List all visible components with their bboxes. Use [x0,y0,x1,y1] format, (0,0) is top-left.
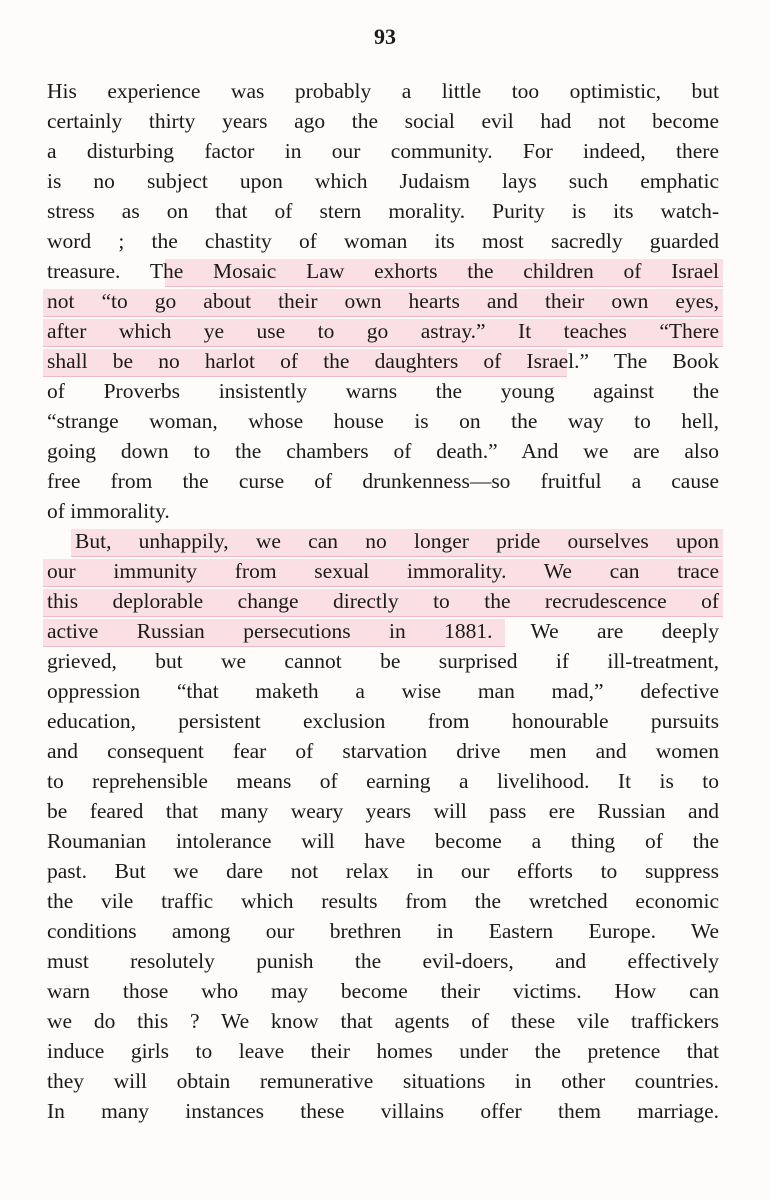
text-line: we do this ? We know that agents of these vile traffickers [47,1009,719,1033]
text-line: stress as on that of stern morality. Purity is its watch- [47,199,719,223]
text-line: going down to the chambers of death.” And we are also [47,439,719,463]
text-line: grieved, but we cannot be surprised if ill-treatment, [47,649,719,673]
text-line: warn those who may become their victims. How can [47,979,719,1003]
body-text [47,76,719,1126]
text-line: “strange woman, whose house is on the way to hell, [47,409,719,433]
text-line: the vile traffic which results from the wretched economic [47,889,719,913]
text-line: not “to go about their own hearts and their own eyes, [47,286,719,316]
text-line: after which ye use to go astray.” It teaches “There [47,316,719,346]
text-line: certainly thirty years ago the social evil had not become [47,109,719,133]
text-line: In many instances these villains offer them marriage. [47,1099,719,1123]
text-line: of immorality. [47,499,170,523]
text-line: be feared that many weary years will pass ere Russian and [47,799,719,823]
text-line: to reprehensible means of earning a livelihood. It is to [47,769,719,793]
text-line: and consequent fear of starvation drive men and women [47,739,719,763]
text-line: induce girls to leave their homes under the pretence that [47,1039,719,1063]
text-line: education, persistent exclusion from honourable pursuits [47,709,719,733]
text-line: must resolutely punish the evil-doers, and effectively [47,949,719,973]
page-number: 93 [374,24,396,49]
text-line: a disturbing factor in our community. For indeed, there [47,139,719,163]
text-line: our immunity from sexual immorality. We can trace [47,556,719,586]
text-line: treasure. The Mosaic Law exhorts the children of Israel [47,256,719,286]
text-line: Roumanian intolerance will have become a thing of the [47,829,719,853]
text-line: shall be no harlot of the daughters of Israel.” The Book [47,346,719,376]
text-line: word ; the chastity of woman its most sacredly guarded [47,229,719,253]
text-line: His experience was probably a little too optimistic, but [47,79,719,103]
text-line: free from the curse of drunkenness—so fruitful a cause [47,469,719,493]
text-line: they will obtain remunerative situations in other countries. [47,1069,719,1093]
text-line: active Russian persecutions in 1881. We are deeply [47,616,719,646]
text-line: But, unhappily, we can no longer pride ourselves upon [47,526,719,556]
text-line: of Proverbs insistently warns the young against the [47,379,719,403]
text-line: is no subject upon which Judaism lays such emphatic [47,169,719,193]
text-line: past. But we dare not relax in our efforts to suppress [47,859,719,883]
text-line: oppression “that maketh a wise man mad,” defective [47,679,719,703]
text-line: this deplorable change directly to the recrudescence of [47,586,719,616]
text-line: conditions among our brethren in Eastern Europe. We [47,919,719,943]
